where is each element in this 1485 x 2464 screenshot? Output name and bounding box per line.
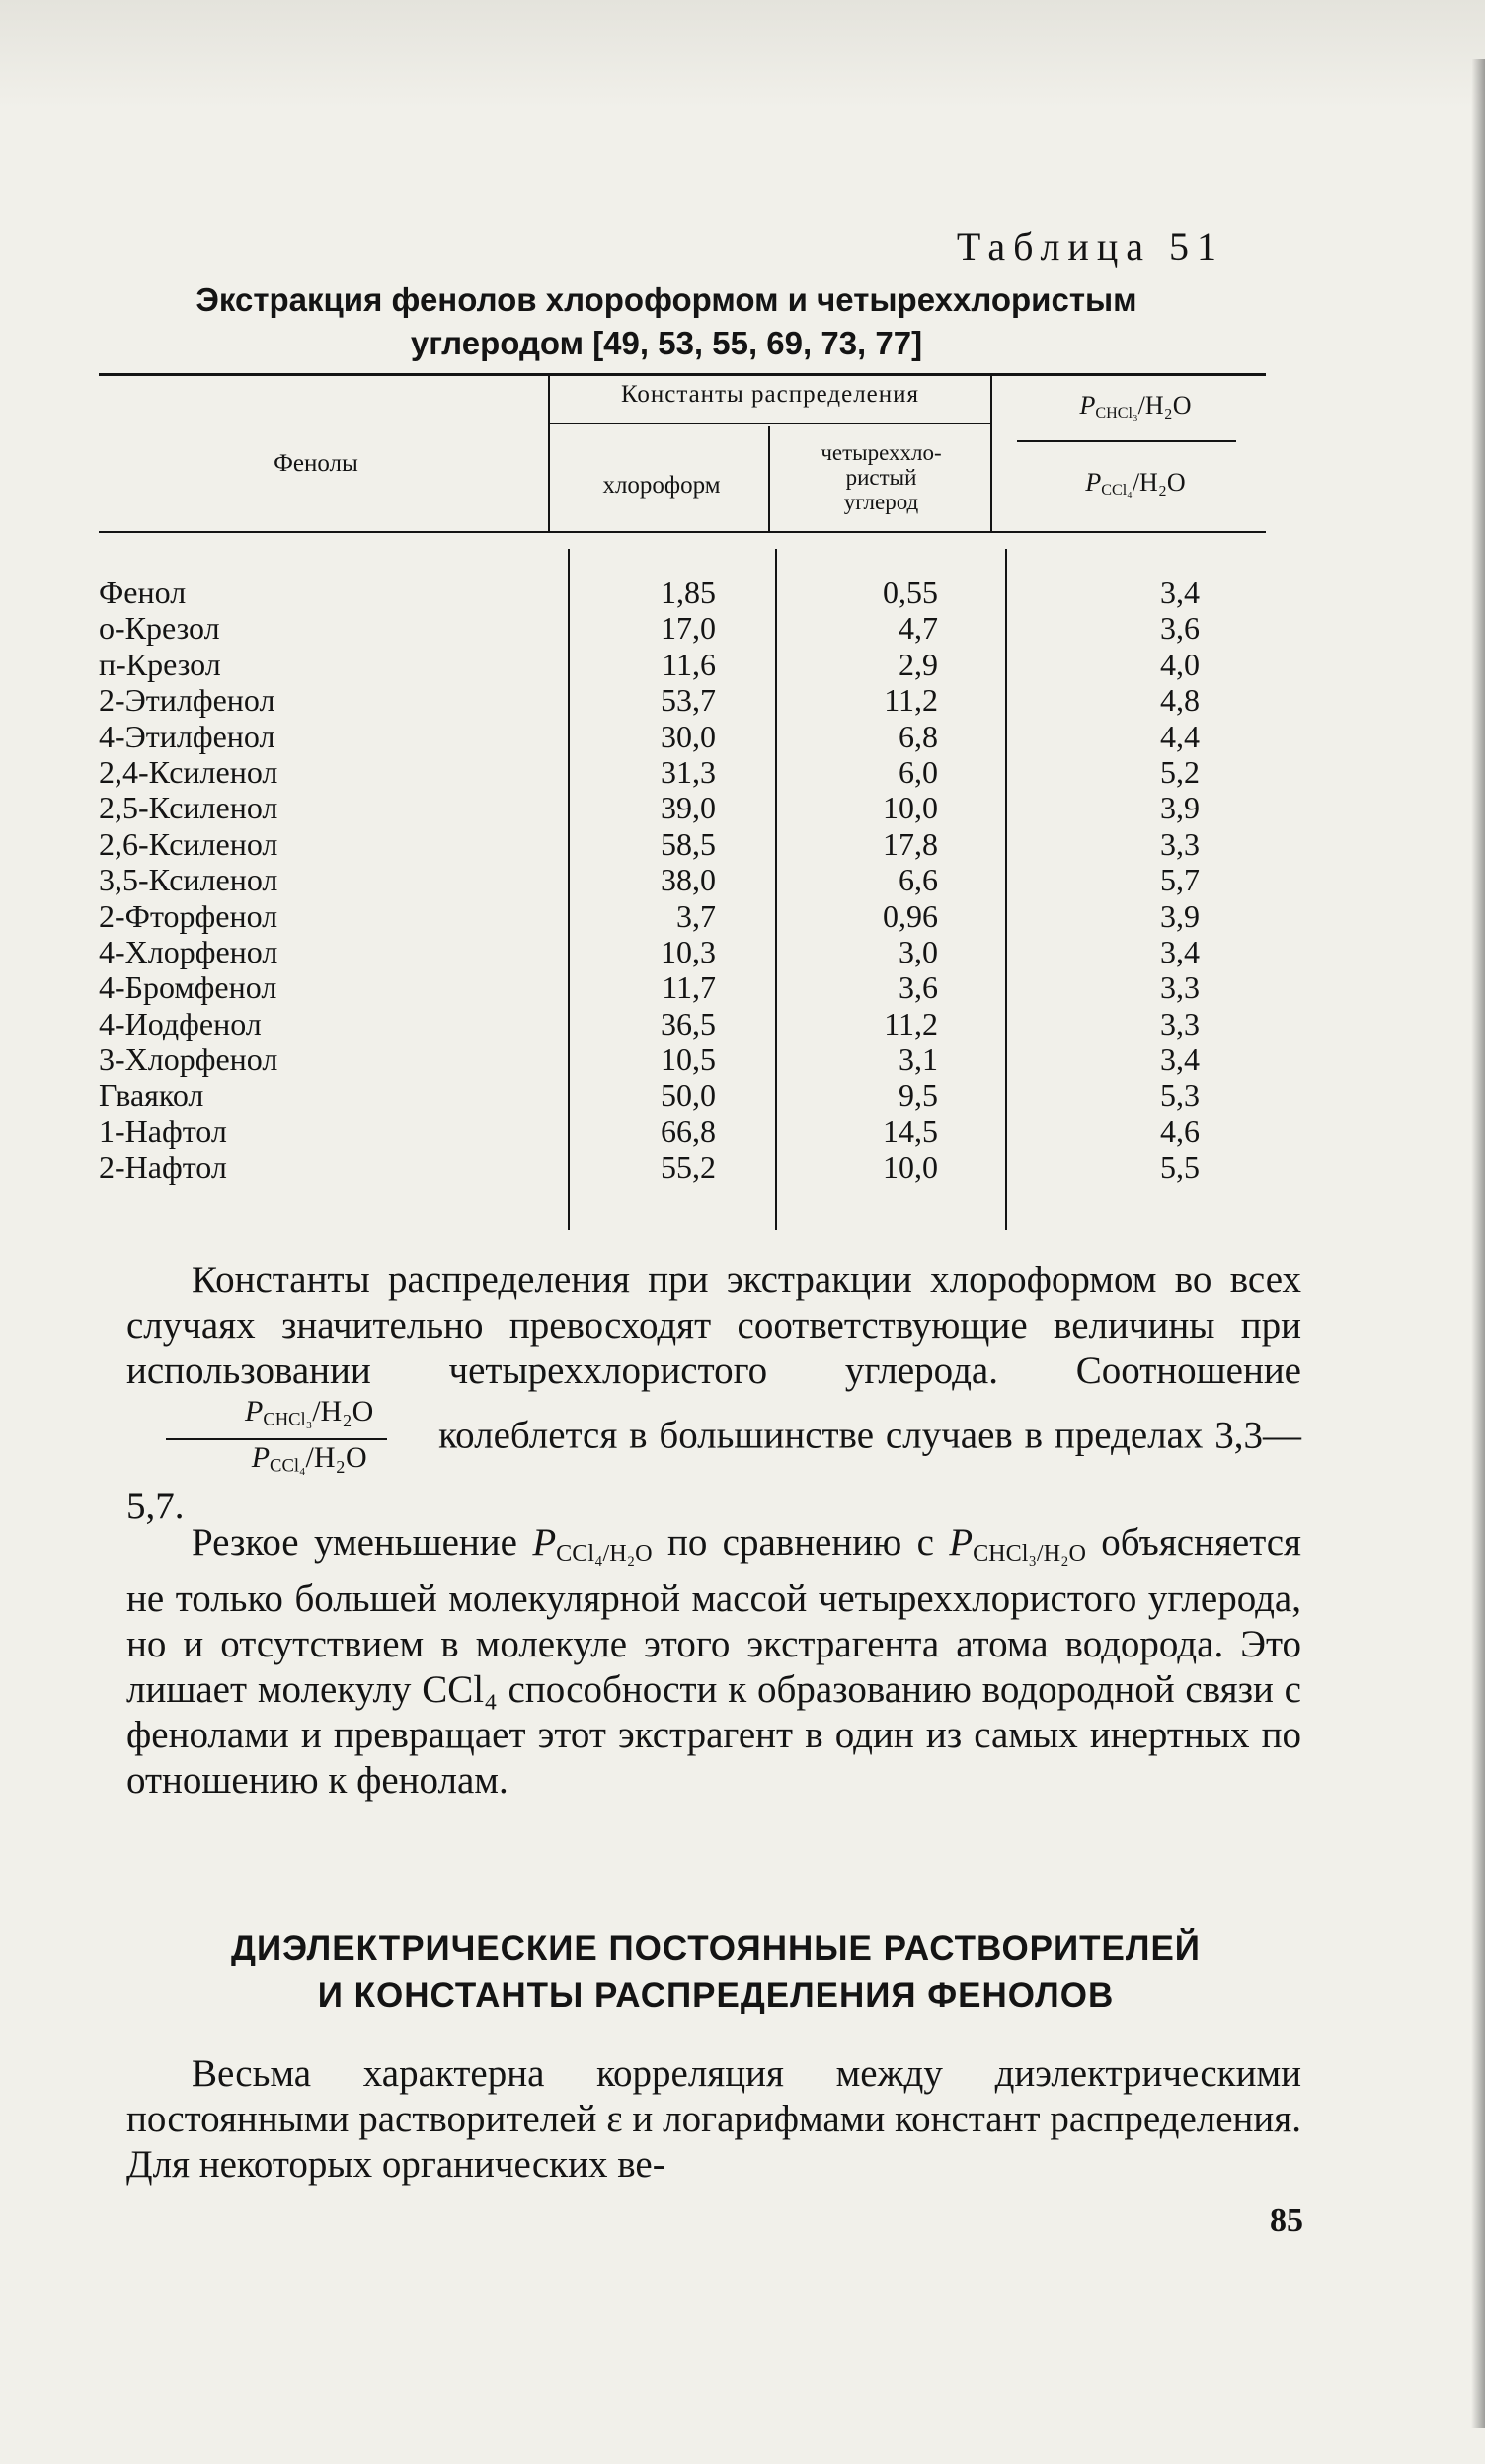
paragraph-1-text-a: Константы распределения при экстракции хлороформом во всех случаях значительно превосходят соответствующие величины при использовании четыреххлористого углерода. Соотношение (126, 1259, 1301, 1392)
ratio-value: 3,3 (1160, 825, 1200, 862)
header-vline-sub (768, 426, 770, 531)
header-ccl4-line-1: четыреххло- (821, 440, 942, 465)
ccl4-value: 6,0 (899, 753, 938, 790)
paragraph-3: Весьма характерна корреляция между диэлектрическими постоянными растворителей ε и логарифмами констант распределения. Для некоторых органических ве- (126, 2052, 1301, 2186)
chloroform-value: 38,0 (661, 862, 716, 898)
ccl4-value: 17,8 (883, 825, 938, 862)
paragraph-2 (126, 1520, 1301, 1804)
phenol-name: о-Крезол (99, 610, 220, 647)
phenol-name: 3-Хлорфенол (99, 1041, 278, 1078)
ratio-den-sub: CCl₄ (1101, 482, 1133, 500)
phenol-name: 2,4-Ксиленол (99, 753, 278, 790)
ratio-value: 5,3 (1160, 1077, 1200, 1114)
ccl4-value: 6,8 (899, 718, 938, 754)
ratio-value: 3,9 (1160, 790, 1200, 826)
chloroform-value: 10,3 (661, 933, 716, 969)
body-vline-2 (775, 549, 777, 1230)
phenol-name: 2,5-Ксиленол (99, 790, 278, 826)
paragraph-1-text-b: колеблется в большинстве случаев в пределах 3,3—5,7. (126, 1414, 1302, 1528)
phenol-name: 4-Иодфенол (99, 1005, 262, 1041)
phenol-name: 2-Фторфенол (99, 897, 278, 934)
phenol-name: Гваякол (99, 1077, 204, 1114)
ratio-value: 4,4 (1160, 718, 1200, 754)
paragraph-1 (126, 1258, 1301, 1529)
p1-frac-den-p: P (251, 1440, 271, 1474)
phenol-name: 4-Этилфенол (99, 718, 275, 754)
header-vline-2 (990, 375, 992, 531)
body-vline-3 (1005, 549, 1007, 1230)
phenol-name: 2-Нафтол (99, 1149, 227, 1186)
phenol-name: 4-Бромфенол (99, 969, 277, 1006)
paragraph-2-text-1: Резкое уменьшение (192, 1521, 533, 1564)
chloroform-value: 66,8 (661, 1113, 716, 1149)
paragraph-2-p2-sub: CHCl₃/H₂O (973, 1540, 1086, 1568)
header-ccl4-line-3: углерод (843, 490, 919, 514)
phenol-name: Фенол (99, 575, 187, 610)
phenol-name: 4-Хлорфенол (99, 933, 278, 969)
chloroform-value: 50,0 (661, 1077, 716, 1114)
header-phenols: Фенолы (274, 450, 358, 477)
phenol-name: 2,6-Ксиленол (99, 825, 278, 862)
ratio-value: 3,3 (1160, 969, 1200, 1006)
ratio-column (1076, 575, 1200, 1186)
p1-frac-num-p: P (245, 1395, 264, 1427)
chloroform-value: 36,5 (661, 1005, 716, 1041)
ccl4-value: 6,6 (899, 862, 938, 898)
section-title-line-1: ДИЭЛЕКТРИЧЕСКИЕ ПОСТОЯННЫЕ РАСТВОРИТЕЛЕЙ (231, 1929, 1201, 1967)
p1-frac-num-sub: CHCl₃ (263, 1409, 313, 1430)
paragraph-2-text-2: по сравнению с (652, 1521, 950, 1564)
chloroform-value: 30,0 (661, 718, 716, 754)
chloroform-value: 11,7 (662, 969, 716, 1006)
ratio-num-p: P (1079, 391, 1096, 420)
section-title (118, 1925, 1313, 2020)
ccl4-column (790, 575, 938, 1186)
ratio-value: 4,6 (1160, 1113, 1200, 1149)
section-title-line-2: И КОНСТАНТЫ РАСПРЕДЕЛЕНИЯ ФЕНОЛОВ (317, 1976, 1115, 2015)
header-ratio-denominator (1017, 468, 1254, 500)
chloroform-value: 17,0 (661, 610, 716, 647)
chloroform-value: 58,5 (661, 825, 716, 862)
ratio-value: 3,3 (1160, 1005, 1200, 1041)
ratio-den-p: P (1085, 468, 1102, 497)
table-number: Таблица 51 (956, 224, 1224, 269)
phenol-name-column (99, 575, 553, 1186)
constants-underline (550, 423, 990, 424)
ccl4-value: 3,6 (899, 969, 938, 1006)
ccl4-value: 4,7 (899, 610, 938, 647)
chloroform-value: 53,7 (661, 682, 716, 719)
chloroform-value: 55,2 (661, 1149, 716, 1186)
table-header-rule (99, 531, 1266, 533)
page-right-shadow (1471, 59, 1485, 2428)
ccl4-value: 14,5 (883, 1113, 938, 1149)
header-ratio-numerator (1017, 391, 1254, 424)
ccl4-value: 11,2 (884, 1005, 938, 1041)
ratio-den-tail: /H₂O (1132, 468, 1186, 497)
paragraph-2-p1-sub: CCl₄/H₂O (556, 1540, 653, 1568)
chloroform-value: 10,5 (661, 1041, 716, 1078)
ratio-value: 4,0 (1160, 646, 1200, 682)
ratio-value: 5,7 (1160, 862, 1200, 898)
body-vline-1 (568, 549, 570, 1230)
ratio-value: 3,4 (1160, 1041, 1200, 1078)
table-top-rule (99, 373, 1266, 376)
header-chloroform: хлороформ (602, 472, 721, 499)
p1-frac-den-tail: /H₂O (305, 1440, 367, 1474)
ccl4-value: 3,0 (899, 933, 938, 969)
phenol-name: 1-Нафтол (99, 1113, 227, 1149)
ccl4-value: 0,96 (883, 897, 938, 934)
header-ratio-fraction-line (1017, 440, 1236, 442)
paragraph-2-p2: P (949, 1521, 974, 1564)
paragraph-2-p1: P (532, 1521, 557, 1564)
p1-frac-num-tail: /H₂O (312, 1395, 374, 1427)
chloroform-value: 1,85 (661, 575, 716, 610)
ratio-value: 5,5 (1160, 1149, 1200, 1186)
p1-frac-den-sub: CCl₄ (270, 1455, 306, 1477)
page-top-shadow (0, 0, 1485, 109)
ratio-value: 3,9 (1160, 897, 1200, 934)
ratio-num-tail: /H₂O (1137, 391, 1192, 420)
table-caption (99, 278, 1234, 365)
chloroform-value: 31,3 (661, 753, 716, 790)
phenol-name: 2-Этилфенол (99, 682, 275, 719)
chloroform-column (573, 575, 716, 1186)
ratio-value: 3,4 (1160, 933, 1200, 969)
table-caption-line-2: углеродом [49, 53, 55, 69, 73, 77] (410, 325, 923, 361)
ratio-num-sub: CHCl₃ (1095, 405, 1138, 423)
header-vline-1 (548, 375, 550, 531)
paragraph-1-fraction (166, 1394, 387, 1484)
ccl4-value: 10,0 (883, 1149, 938, 1186)
ccl4-value: 2,9 (899, 646, 938, 682)
ratio-value: 4,8 (1160, 682, 1200, 719)
page-number: 85 (1270, 2202, 1303, 2239)
ccl4-value: 11,2 (884, 682, 938, 719)
table-caption-line-1: Экстракция фенолов хлороформом и четыреххлористым (195, 281, 1137, 318)
chloroform-value: 3,7 (676, 897, 716, 934)
header-ccl4-line-2: ристый (845, 465, 917, 490)
ratio-value: 3,6 (1160, 610, 1200, 647)
chloroform-value: 39,0 (661, 790, 716, 826)
header-ccl4 (780, 440, 982, 514)
ratio-value: 5,2 (1160, 753, 1200, 790)
phenol-name: 3,5-Ксиленол (99, 862, 278, 898)
ccl4-value: 0,55 (883, 575, 938, 610)
ccl4-value: 9,5 (899, 1077, 938, 1114)
chloroform-value: 11,6 (662, 646, 716, 682)
header-constants: Константы распределения (620, 381, 920, 408)
paragraph-2-text-3: объясняется не только большей молекулярной массой четыреххлористого углерода, но и отсутствием в молекуле этого экстрагента атома водорода. Это лишает молекулу CCl₄ способности к образованию водородной связи с фенолами и превращает этот экстрагент в один из самых инертных по отношению к фенолам. (126, 1521, 1301, 1803)
phenol-name: п-Крезол (99, 646, 221, 682)
ccl4-value: 3,1 (899, 1041, 938, 1078)
ccl4-value: 10,0 (883, 790, 938, 826)
ratio-value: 3,4 (1160, 575, 1200, 610)
